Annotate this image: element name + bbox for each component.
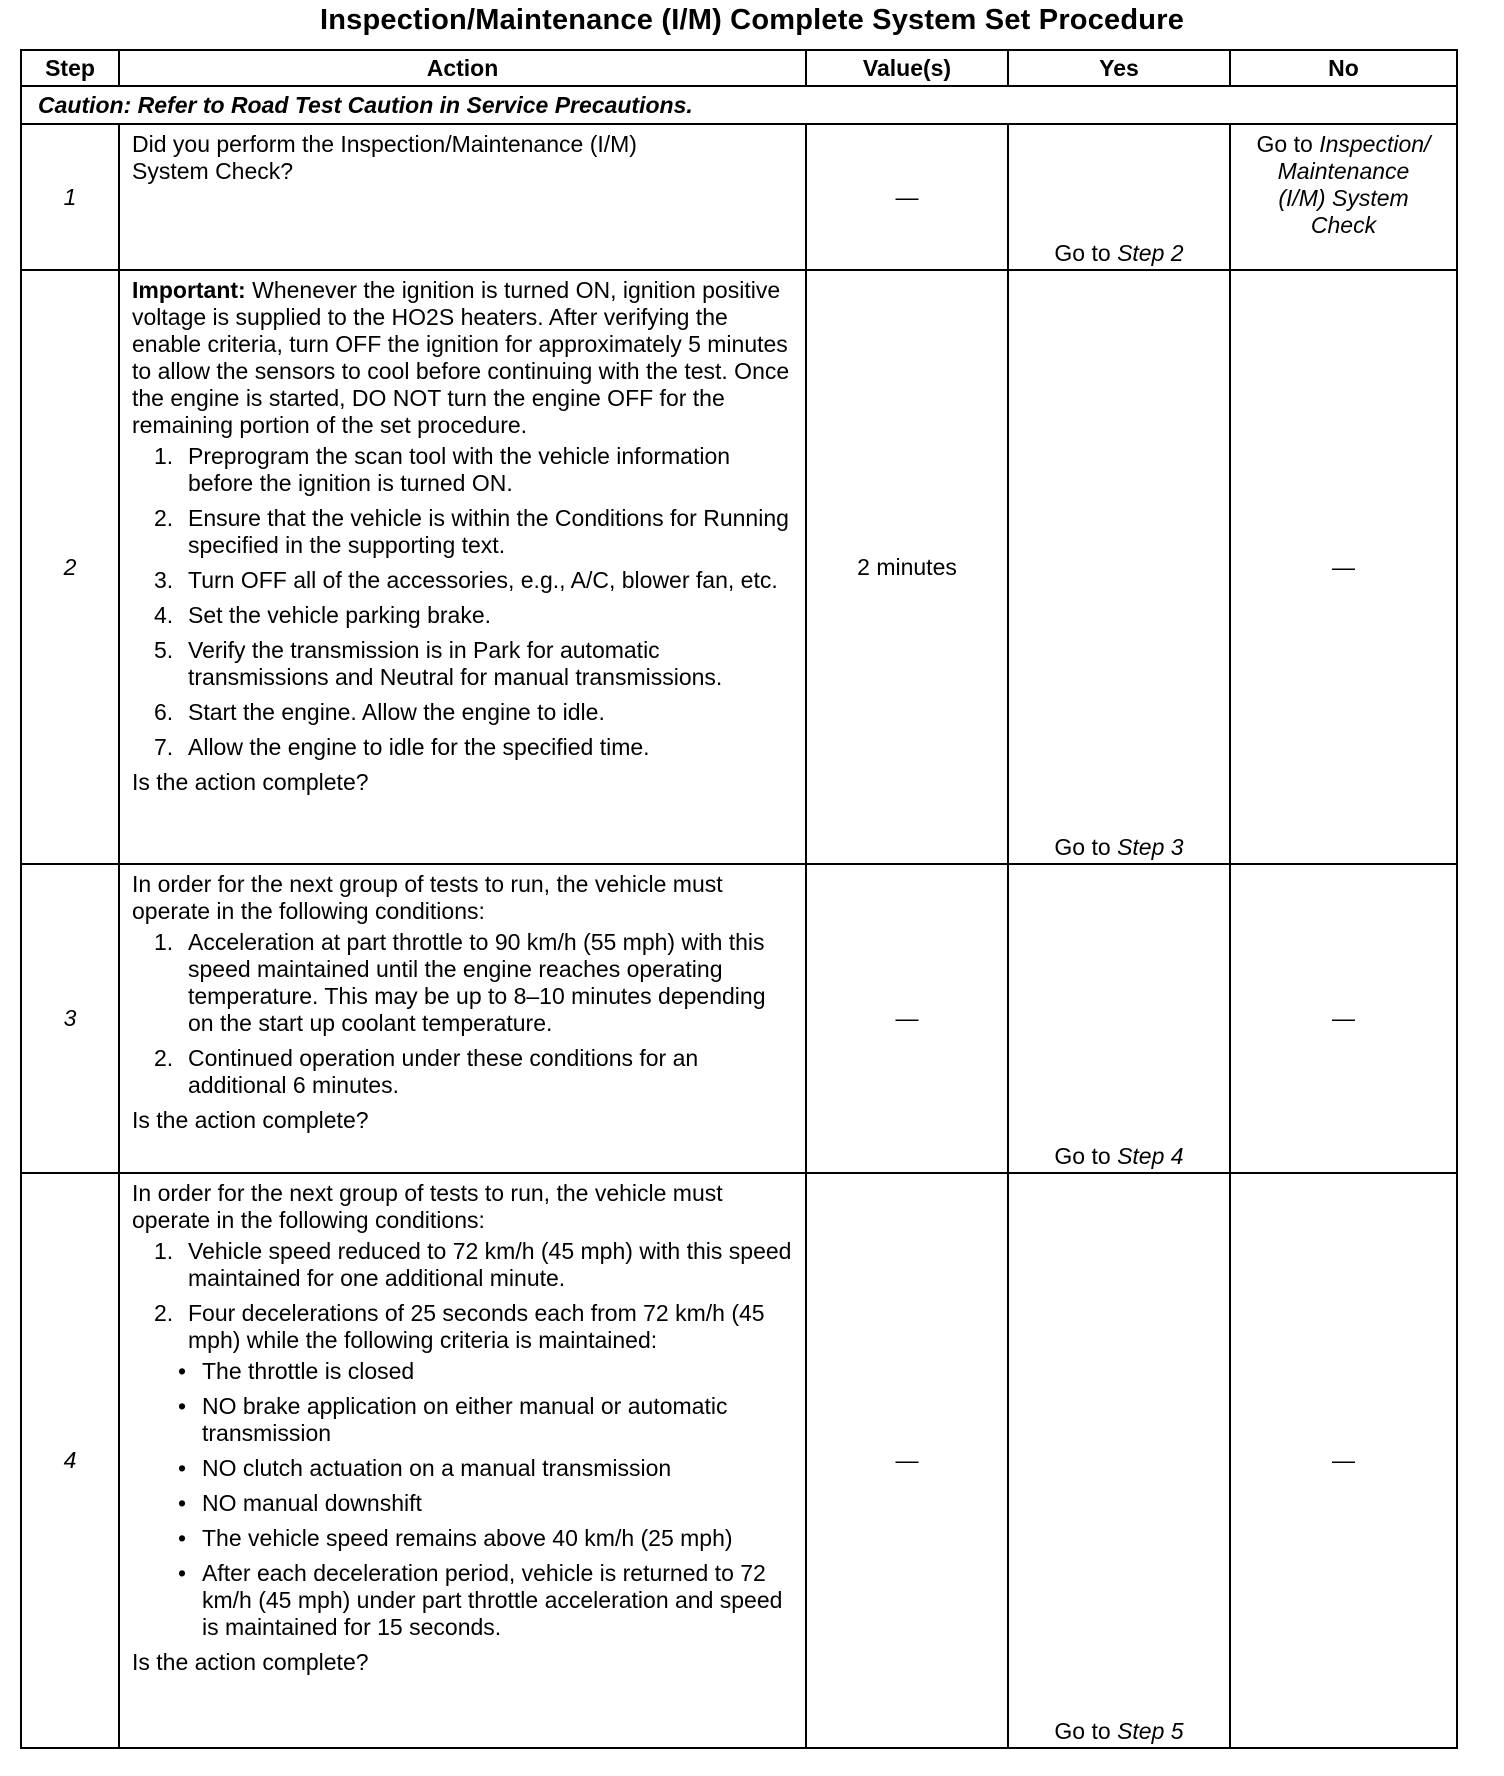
no-cell: — — [1230, 1173, 1457, 1748]
list-item: 1. Acceleration at part throttle to 90 km/h (55 mph) with this speed maintained until the engine reaches operating temperature. This may be up to 8–10 minutes depending on the start up coolant temperature. — [154, 929, 766, 1036]
bullet-item: • The vehicle speed remains above 40 km/h (25 mph) — [178, 1525, 733, 1551]
no-goto-link: Check — [1310, 212, 1377, 238]
step-number: 2 — [21, 270, 119, 864]
list-item: 5. Verify the transmission is in Park for automatic transmissions and Neutral for manual transmissions. — [154, 637, 723, 690]
header-no: No — [1230, 50, 1457, 86]
intro-text: In order for the next group of tests to run, the vehicle must operate in the following conditions: — [132, 1180, 723, 1233]
action-cell — [119, 1173, 806, 1748]
no-goto-link: Maintenance — [1277, 158, 1410, 184]
value-cell: — — [806, 864, 1008, 1173]
important-label: Important: — [132, 277, 246, 303]
yes-goto-prefix: Go to — [1054, 1718, 1118, 1744]
yes-goto-prefix: Go to — [1054, 240, 1118, 266]
numbered-list — [132, 1238, 795, 1641]
table-row — [21, 124, 1457, 270]
action-line: Did you perform the Inspection/Maintenance (I/M) — [132, 131, 637, 157]
table-row — [21, 1173, 1457, 1748]
value-cell: — — [806, 124, 1008, 270]
header-values: Value(s) — [806, 50, 1008, 86]
value-cell: 2 minutes — [806, 270, 1008, 864]
important-note — [132, 277, 795, 439]
yes-goto-prefix: Go to — [1054, 834, 1118, 860]
no-cell: — — [1230, 270, 1457, 864]
numbered-list — [132, 929, 795, 1099]
step-number: 1 — [21, 124, 119, 270]
caution-text: Caution: Refer to Road Test Caution in Service Precautions. — [21, 86, 1457, 124]
list-item: 1. Preprogram the scan tool with the vehicle information before the ignition is turned ON. — [154, 443, 731, 496]
yes-goto[interactable] — [1009, 1143, 1229, 1170]
list-item: 1. Vehicle speed reduced to 72 km/h (45 mph) with this speed maintained for one additional minute. — [154, 1238, 792, 1291]
intro-text: In order for the next group of tests to run, the vehicle must operate in the following conditions: — [132, 871, 723, 924]
bullet-item: • The throttle is closed — [178, 1358, 415, 1384]
header-step: Step — [21, 50, 119, 86]
header-yes: Yes — [1008, 50, 1230, 86]
action-cell — [119, 864, 806, 1173]
list-item: 7. Allow the engine to idle for the specified time. — [154, 734, 650, 760]
bullet-list — [166, 1358, 795, 1641]
bullet-item: • NO clutch actuation on a manual transmission — [178, 1455, 672, 1481]
yes-goto-step: Step 4 — [1117, 1143, 1184, 1169]
bullet-item: • After each deceleration period, vehicle is returned to 72 km/h (45 mph) under part throttle acceleration and speed is maintained for 15 seconds. — [178, 1560, 783, 1640]
list-item: 2. Four decelerations of 25 seconds each from 72 km/h (45 mph) while the following criteria is maintained: • The throttle is closed • NO brake application on either manual or automatic transmission • NO clutch actuation on a manual transmission • NO manual downshift • The vehicle speed remains above 40 km/h (25 mph) • After each deceleration period, vehicle is returned to 72 km/h (45 mph) under part throttle acceleration and speed is maintained for 15 seconds. — [132, 1300, 795, 1641]
yes-goto[interactable] — [1009, 240, 1229, 267]
yes-goto[interactable] — [1009, 1718, 1229, 1745]
bullet-item: • NO brake application on either manual or automatic transmission — [178, 1393, 728, 1446]
header-row — [21, 50, 1457, 86]
yes-goto-step: Step 3 — [1117, 834, 1184, 860]
yes-goto-step: Step 5 — [1117, 1718, 1184, 1744]
list-item: 6. Start the engine. Allow the engine to idle. — [154, 699, 605, 725]
procedure-table — [20, 49, 1458, 1749]
step-number: 3 — [21, 864, 119, 1173]
bullet-item: • NO manual downshift — [178, 1490, 422, 1516]
page-title: Inspection/Maintenance (I/M) Complete System Set Procedure — [319, 4, 1185, 36]
yes-cell — [1008, 270, 1230, 864]
list-item: 2. Continued operation under these conditions for an additional 6 minutes. — [154, 1045, 699, 1098]
action-cell — [119, 124, 806, 270]
action-line: System Check? — [132, 158, 294, 184]
value-cell: — — [806, 1173, 1008, 1748]
action-cell — [119, 270, 806, 864]
question-text: Is the action complete? — [132, 769, 369, 795]
table-row — [21, 864, 1457, 1173]
no-cell[interactable] — [1230, 124, 1457, 270]
question-text: Is the action complete? — [132, 1649, 369, 1675]
yes-goto-step: Step 2 — [1117, 240, 1184, 266]
table-row — [21, 270, 1457, 864]
yes-cell — [1008, 124, 1230, 270]
question-text: Is the action complete? — [132, 1107, 369, 1133]
important-text: Whenever the ignition is turned ON, ignition positive voltage is supplied to the HO2S heaters. After verifying the enable criteria, turn OFF the ignition for approximately 5 minutes to allow the sensors to cool before continuing with the test. Once the engine is started, DO NOT turn the engine OFF for the remaining portion of the set procedure. — [132, 277, 790, 438]
no-cell: — — [1230, 864, 1457, 1173]
list-item: 3. Turn OFF all of the accessories, e.g., A/C, blower fan, etc. — [154, 567, 778, 593]
yes-goto-prefix: Go to — [1054, 1143, 1118, 1169]
caution-row — [21, 86, 1457, 124]
numbered-list — [132, 443, 795, 761]
step-number: 4 — [21, 1173, 119, 1748]
no-goto-link: (I/M) System — [1278, 185, 1409, 211]
list-item: 2. Ensure that the vehicle is within the Conditions for Running specified in the supporting text. — [154, 505, 789, 558]
yes-cell — [1008, 864, 1230, 1173]
yes-cell — [1008, 1173, 1230, 1748]
header-action: Action — [119, 50, 806, 86]
no-goto-link: Inspection/ — [1319, 131, 1431, 157]
yes-goto[interactable] — [1009, 834, 1229, 861]
no-goto-prefix: Go to — [1256, 131, 1320, 157]
list-item: 4. Set the vehicle parking brake. — [154, 602, 492, 628]
